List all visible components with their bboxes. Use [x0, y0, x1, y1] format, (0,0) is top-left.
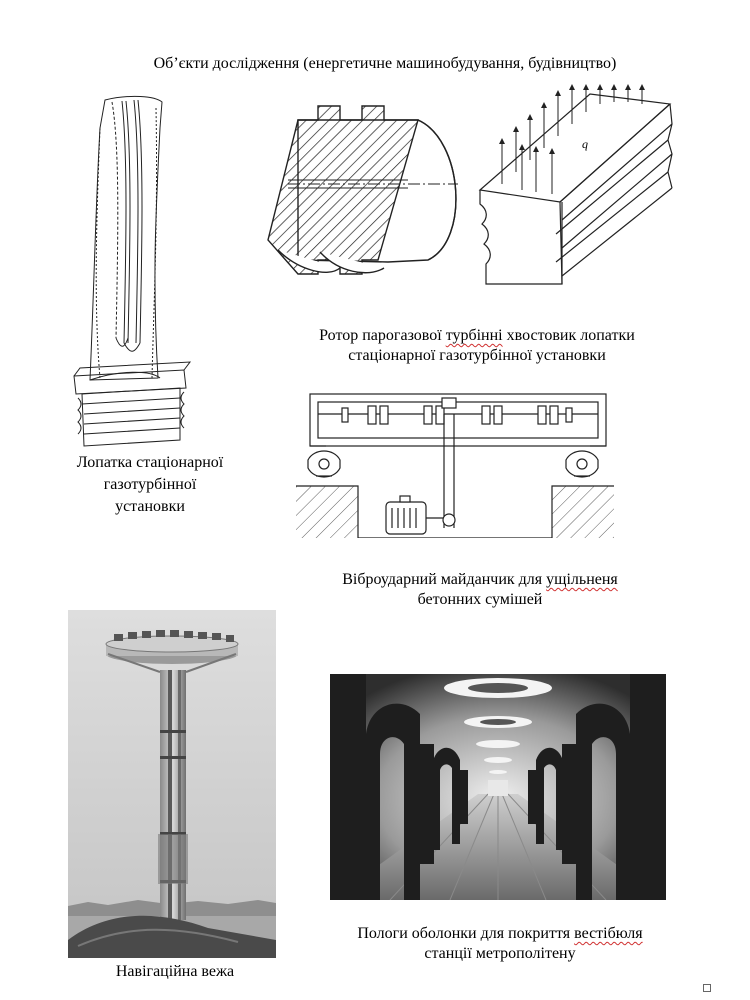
- caption-vibro-line-2: бетонних сумішей: [417, 591, 543, 608]
- caption-blade-line-2: газотурбінної: [103, 476, 197, 493]
- caption-shell-flagged-word: вестібюля: [574, 925, 643, 942]
- caption-shell-line-1: [310, 924, 690, 944]
- caption-shell-line-1a: Пологи оболонки для покриття: [357, 925, 575, 942]
- caption-blade: [40, 452, 260, 518]
- caption-shell: [310, 924, 690, 964]
- blade-root-load-drawing: [472, 84, 692, 294]
- caption-blade-line-1: Лопатка стаціонарної: [76, 454, 224, 471]
- caption-tower: Навігаційна вежа: [115, 963, 235, 980]
- vibro-platform-drawing: [296, 388, 616, 538]
- caption-shell-line-2: станції метрополітену: [424, 945, 576, 962]
- caption-vibro-line-1: [280, 570, 680, 590]
- navigation-tower-photo: [68, 610, 276, 958]
- rotor-section-drawing: [258, 100, 468, 290]
- metro-station-photo: [330, 674, 666, 900]
- load-q-label: q: [582, 137, 588, 151]
- caption-rotor-flagged-word: турбінні: [445, 327, 503, 344]
- caption-vibro: [280, 570, 680, 610]
- page-title: Об’єкти дослідження (енергетичне машинобудування, будівництво): [153, 55, 617, 72]
- caption-rotor-line-1: [262, 326, 692, 346]
- caption-rotor: [262, 326, 692, 366]
- caption-rotor-line-1b: хвостовик лопатки: [502, 327, 635, 344]
- caption-vibro-line-1a: Віброударний майданчик для: [342, 571, 547, 588]
- caption-rotor-line-1a: Ротор парогазової: [319, 327, 446, 344]
- turbine-blade-drawing: [60, 88, 210, 448]
- caption-blade-line-3: установки: [115, 498, 185, 515]
- page-corner-mark: [703, 984, 711, 992]
- caption-vibro-flagged-word: ущільненя: [546, 571, 618, 588]
- caption-rotor-line-2: стаціонарної газотурбінної установки: [348, 347, 606, 364]
